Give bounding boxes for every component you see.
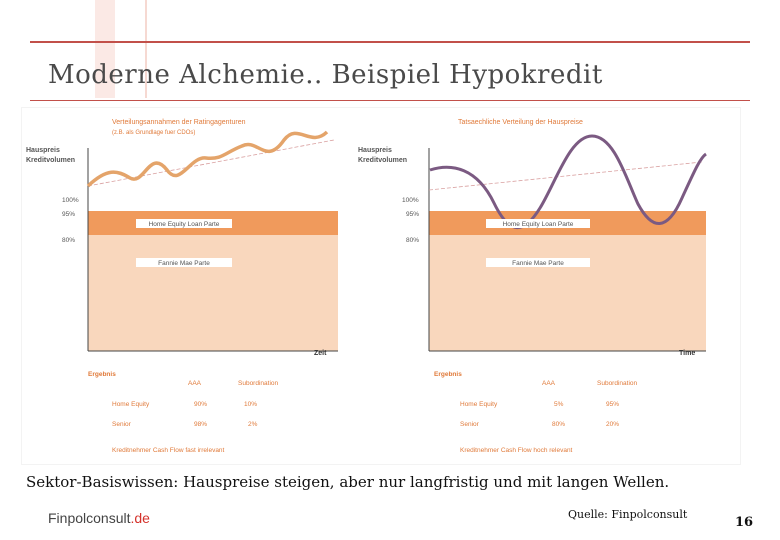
source-note: Quelle: Finpolconsult [568,508,688,521]
left-row2-v2: 2% [248,421,258,428]
right-row2-v1: 80% [552,421,566,428]
slide-caption: Sektor-Basiswissen: Hauspreise steigen, aber nur langfristig und mit langen Wellen. [26,473,670,491]
left-panel [26,119,338,454]
left-row2-v1: 98% [194,421,208,428]
left-tick-95: 95% [62,211,76,218]
right-tick-80: 80% [406,237,420,244]
right-result-heading: Ergebnis [434,371,462,378]
left-band-fannie-mae [88,235,338,351]
right-ylabel-2: Kreditvolumen [358,157,408,164]
right-row2-v2: 20% [606,421,620,428]
right-tick-95: 95% [406,211,420,218]
right-result-note: Kreditnehmer Cash Flow hoch relevant [460,447,573,454]
right-trend-line [429,162,702,190]
right-xlabel: Time [679,350,696,357]
left-xlabel: Zeit [314,350,327,357]
left-tick-100: 100% [62,197,79,204]
left-row1-v2: 10% [244,401,258,408]
right-tick-100: 100% [402,197,419,204]
left-heading: Verteilungsannahmen der Ratingagenturen [112,119,246,126]
right-result-col1: AAA [542,380,556,387]
right-heading: Tatsaechliche Verteilung der Hauspreise [458,119,583,126]
top-rule [30,41,750,43]
right-row2-label: Senior [460,421,479,428]
left-band-label-bottom: Fannie Mae Parte [158,260,210,267]
left-row1-label: Home Equity [112,401,150,408]
slide-title: Moderne Alchemie.. Beispiel Hypokredit [48,60,603,90]
right-band-label-bottom: Fannie Mae Parte [512,260,564,267]
left-result-col2: Subordination [238,380,279,387]
left-row2-label: Senior [112,421,131,428]
brand-name: Finpolconsult [48,510,131,526]
diagram-area [22,108,740,464]
right-row1-label: Home Equity [460,401,498,408]
right-band-fannie-mae [429,235,706,351]
left-result-note: Kreditnehmer Cash Flow fast irrelevant [112,447,225,454]
brand-logo [48,510,150,526]
right-result-col2: Subordination [597,380,638,387]
left-subheading: (z.B. als Grundlage fuer CDOs) [112,130,196,136]
left-ylabel-1: Hauspreis [26,147,60,154]
right-ylabel-1: Hauspreis [358,147,392,154]
left-tick-80: 80% [62,237,76,244]
left-curve [88,132,327,186]
left-band-label-top: Home Equity Loan Parte [148,221,220,228]
left-ylabel-2: Kreditvolumen [26,157,76,164]
left-row1-v1: 90% [194,401,208,408]
title-rule [30,100,750,101]
page-number: 16 [735,515,754,530]
left-trend-line [88,140,334,186]
diagram-svg [22,108,740,464]
left-result-heading: Ergebnis [88,371,116,378]
left-result-col1: AAA [188,380,202,387]
right-band-label-top: Home Equity Loan Parte [502,221,574,228]
right-row1-v1: 5% [554,401,564,408]
brand-suffix: .de [130,510,150,526]
right-row1-v2: 95% [606,401,620,408]
right-panel [358,119,706,454]
